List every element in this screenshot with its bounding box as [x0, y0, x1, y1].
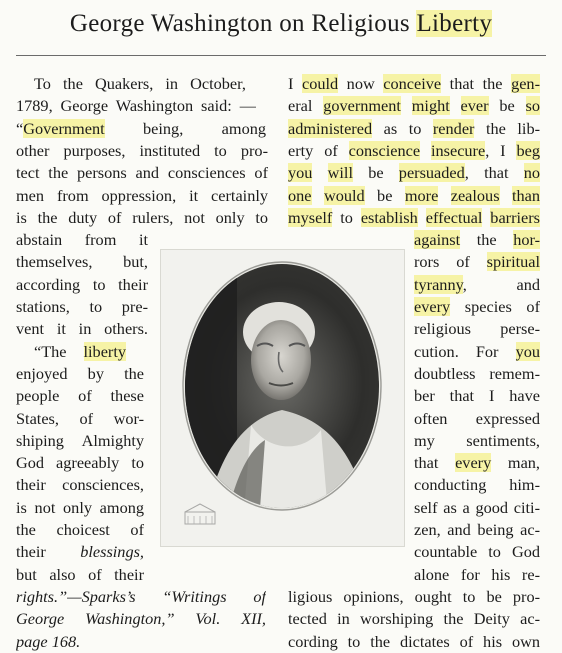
text-run: people of these — [16, 386, 144, 406]
highlighted-word: establish — [360, 207, 418, 227]
text-run: page 168. — [16, 631, 81, 651]
left-line — [16, 474, 144, 496]
text-run: that the — [441, 74, 512, 93]
highlighted-word: will — [327, 163, 353, 183]
highlighted-word: than — [511, 185, 540, 205]
right-line — [414, 318, 540, 340]
text-run: the lib- — [474, 118, 540, 138]
text-run — [420, 141, 431, 160]
portrait-engraving-icon — [161, 250, 404, 546]
right-line — [414, 385, 540, 407]
highlighted-word: you — [288, 163, 313, 183]
text-run: erty of — [288, 140, 349, 160]
left-line — [16, 73, 246, 95]
text-run: that — [414, 453, 456, 473]
text-run: but also of their — [16, 564, 144, 584]
left-line — [16, 118, 266, 140]
text-run: is not only among — [16, 497, 144, 517]
right-line — [414, 474, 540, 496]
left-line — [16, 318, 148, 340]
right-line — [414, 452, 540, 474]
text-run: , and — [462, 274, 540, 294]
right-line — [288, 207, 540, 229]
text-run: be — [488, 96, 526, 116]
text-run: enjoyed by the — [16, 363, 144, 383]
right-line — [414, 274, 540, 296]
right-line — [414, 251, 540, 273]
left-line — [16, 519, 144, 541]
text-run: as to — [372, 118, 433, 138]
text-run: to — [332, 207, 361, 227]
text-run: eral — [288, 96, 324, 116]
highlighted-word: government — [323, 96, 401, 116]
text-run: abstain from it — [16, 230, 148, 250]
highlighted-word: would — [323, 185, 365, 205]
text-run: the choicest of — [16, 520, 144, 539]
text-run: States, of wor- — [16, 408, 144, 428]
highlighted-word: render — [432, 118, 475, 138]
highlighted-word: no — [523, 163, 540, 183]
right-line — [288, 140, 540, 162]
text-run: 1789, George Washington said: — — [16, 96, 256, 116]
text-run: rors of — [414, 252, 487, 272]
text-run: self as a good citi- — [414, 497, 540, 517]
text-run: shiping Almighty — [16, 430, 144, 450]
highlighted-word: Government — [23, 118, 105, 138]
text-run: tected in worshiping the Deity ac- — [288, 609, 540, 629]
left-line — [16, 497, 144, 519]
highlighted-word: could — [301, 74, 339, 93]
right-line — [414, 497, 540, 519]
text-run: species of — [450, 297, 540, 316]
text-run: countable to God — [414, 542, 540, 562]
text-run: according to their — [16, 274, 148, 294]
title-divider — [16, 55, 546, 56]
highlighted-word: against — [414, 230, 461, 250]
right-line — [414, 341, 540, 363]
text-run: tect the persons and consciences of — [16, 163, 268, 183]
engraver-mark — [185, 504, 215, 524]
right-line — [414, 229, 540, 251]
text-run: man, — [491, 453, 540, 473]
highlighted-word: tyranny — [414, 274, 463, 294]
washington-portrait — [160, 249, 405, 547]
text-run: other purposes, instituted to pro- — [16, 140, 268, 160]
text-run: cution. For — [414, 341, 516, 361]
text-run: ber that I have — [414, 386, 540, 406]
right-line — [414, 541, 540, 563]
right-line — [288, 608, 540, 630]
text-run: is the duty of rulers, not only to — [16, 207, 268, 227]
left-line — [16, 296, 148, 318]
text-run: , I — [485, 140, 517, 160]
highlighted-word: one — [288, 185, 312, 205]
left-line — [16, 452, 144, 474]
right-line — [288, 95, 540, 117]
highlighted-word: administered — [288, 118, 373, 138]
right-line — [414, 519, 540, 541]
left-line — [16, 140, 268, 162]
highlighted-word: conscience — [348, 140, 421, 160]
text-run — [312, 186, 324, 205]
highlighted-word: more — [404, 185, 439, 205]
article-title — [0, 10, 562, 38]
highlighted-word: gen- — [511, 74, 540, 93]
text-run: religious perse- — [414, 319, 540, 339]
left-line — [16, 162, 268, 184]
left-line — [16, 541, 144, 563]
text-run: “The — [34, 341, 84, 361]
text-run: God agreeably to — [16, 453, 144, 473]
highlighted-word: myself — [288, 207, 333, 227]
text-run: George Washington,” Vol. XII, — [16, 609, 266, 629]
text-run: blessings, — [80, 542, 144, 562]
right-line — [414, 296, 540, 318]
text-run — [312, 163, 327, 182]
highlighted-word: persuaded — [398, 163, 465, 183]
text-run: conducting him- — [414, 475, 540, 495]
highlighted-word: you — [515, 341, 540, 361]
text-run: be — [352, 163, 399, 183]
right-line — [414, 564, 540, 586]
highlighted-word: zealous — [450, 185, 500, 205]
text-run — [500, 186, 512, 205]
right-line — [288, 185, 540, 207]
text-run: the — [460, 230, 514, 250]
text-run: their consciences, — [16, 475, 144, 495]
text-run — [418, 208, 426, 227]
right-line — [288, 162, 540, 184]
text-run: cording to the dictates of his own — [288, 631, 540, 651]
left-line — [16, 251, 148, 273]
text-run: now — [338, 74, 384, 93]
text-run: often expressed — [414, 408, 540, 428]
highlighted-word: spiritual — [486, 252, 540, 272]
right-line — [288, 586, 540, 608]
left-line — [16, 95, 256, 117]
text-run: “ — [16, 118, 24, 138]
left-line — [16, 586, 266, 608]
text-run: rights.”—Sparks’s “Writings of — [16, 586, 266, 606]
right-line — [288, 73, 540, 95]
text-run: themselves, but, — [16, 252, 148, 272]
left-line — [16, 341, 126, 363]
title-highlighted-word: Liberty — [416, 10, 493, 37]
highlighted-word: barriers — [490, 207, 540, 227]
left-line — [16, 229, 148, 251]
text-run: their — [16, 542, 81, 562]
left-line — [16, 363, 144, 385]
title-text: George Washington on Religious — [69, 10, 417, 37]
left-line — [16, 207, 268, 229]
text-run: ligious opinions, ought to be pro- — [288, 586, 540, 606]
highlighted-word: so — [525, 96, 540, 116]
highlighted-word: conceive — [383, 74, 442, 93]
text-run: vent it in others. — [16, 319, 148, 339]
text-run: zen, and being ac- — [414, 520, 540, 539]
highlighted-word: hor- — [513, 230, 540, 250]
right-line — [288, 118, 540, 140]
highlighted-word: liberty — [83, 341, 126, 361]
left-line — [16, 185, 268, 207]
text-run: I — [288, 74, 302, 93]
highlighted-word: effectual — [425, 207, 483, 227]
text-run: alone for his re- — [414, 564, 540, 584]
text-run: men from oppression, it certainly — [16, 185, 268, 205]
highlighted-word: every — [455, 453, 492, 473]
highlighted-word: might — [411, 96, 450, 116]
text-run: doubtless remem- — [414, 363, 540, 383]
highlighted-word: every — [414, 297, 451, 316]
right-line — [414, 363, 540, 385]
text-run — [401, 96, 412, 115]
left-line — [16, 408, 144, 430]
text-run: be — [364, 185, 405, 205]
text-run: stations, to pre- — [16, 297, 148, 316]
left-line — [16, 274, 148, 296]
highlighted-word: insecure — [430, 140, 486, 160]
left-line — [16, 564, 144, 586]
left-line — [16, 430, 144, 452]
highlighted-word: beg — [516, 140, 540, 160]
text-run: my sentiments, — [414, 430, 540, 450]
text-run: To the Quakers, in October, — [34, 74, 246, 93]
left-line — [16, 608, 266, 630]
highlighted-word: ever — [460, 96, 489, 116]
right-line — [414, 408, 540, 430]
text-run: , that — [464, 163, 524, 183]
right-line — [414, 430, 540, 452]
text-run — [450, 96, 461, 115]
text-run — [438, 186, 450, 205]
text-run: being, among — [104, 118, 266, 138]
left-line — [16, 385, 144, 407]
